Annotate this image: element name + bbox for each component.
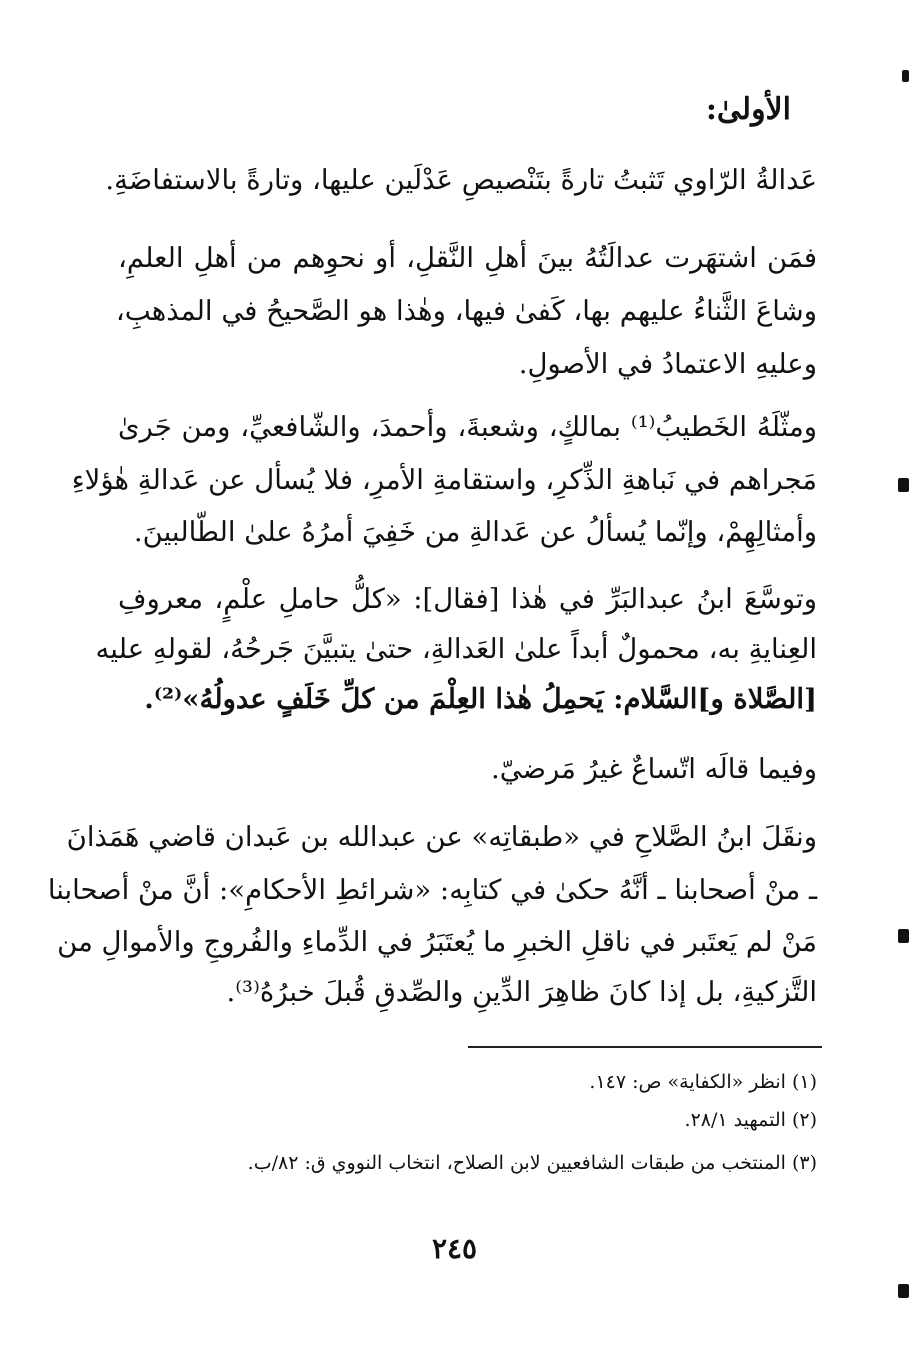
page-number: ٢٤٥ [431, 1232, 478, 1265]
text-line: وفيما قالَه اتّساعٌ غيرُ مَرضيّ. [491, 753, 817, 785]
footnote: (٣) المنتخب من طبقات الشافعيين لابن الصلاح، انتخاب النووي ق: ٨٢/ب. [247, 1152, 817, 1174]
scan-edge-mark [898, 929, 909, 943]
text-line: ـ منْ أصحابنا ـ أنَّهُ حكىٰ في كتابِه: «شرائطِ الأحكامِ»: أنَّ منْ أصحابنا [47, 874, 817, 906]
text-line: ونقَلَ ابنُ الصَّلاحِ في «طبقاتِه» عن عبدالله بن عَبدان قاضي هَمَذانَ [66, 821, 817, 853]
text-line: مَجراهم في نَباهةِ الذِّكرِ، واستقامةِ الأمرِ، فلا يُسأل عن عَدالةِ هٰؤلاءِ [71, 464, 817, 496]
text-line: وشاعَ الثَّناءُ عليهم بها، كَفىٰ فيها، وهٰذا هو الصَّحيحُ في المذهبِ، [115, 295, 817, 327]
text-line: وتوسَّعَ ابنُ عبدالبَرِّ في هٰذا [فقال]: «كلُّ حاملِ علْمٍ، معروفِ [118, 583, 817, 615]
text-line: فمَن اشتهَرت عدالَتُهُ بينَ أهلِ النَّقلِ، أو نحوِهم من أهلِ العلمِ، [118, 242, 817, 274]
text-line: وعليهِ الاعتمادُ في الأصولِ. [518, 348, 817, 380]
footnote: (٢) التمهيد ٢٨/١. [684, 1109, 817, 1131]
section-heading: الأولىٰ: [705, 92, 791, 127]
text-line: العِنايةِ به، محمولٌ أبداً علىٰ العَدالةِ، حتىٰ يتبيَّنَ جَرحُهُ، لقولهِ عليه [95, 633, 817, 665]
scan-edge-mark [898, 1284, 909, 1298]
text-line: وأمثالِهِمْ، وإنّما يُسألُ عن عَدالةِ من خَفِيَ أمرُهُ علىٰ الطّالبينَ. [133, 516, 817, 548]
text-line: عَدالةُ الرّاوي تَثبتُ تارةً بتَنْصيصِ عَدْلَين عليها، وتارةً بالاستفاضَةِ. [105, 164, 817, 196]
text-line: مَنْ لم يَعتَبر في ناقلِ الخبرِ ما يُعتَبَرُ في الدِّماءِ والفُروجِ والأموالِ من [57, 926, 817, 958]
scan-edge-mark [902, 70, 909, 82]
text-line-hadith: [الصَّلاة و]السَّلام: يَحمِلُ هٰذا العِلْمَ من كلِّ خَلَفٍ عدولُهُ»⁽²⁾. [144, 683, 817, 715]
text-line: ومثّلَهُ الخَطيبُ⁽¹⁾ بمالكٍ، وشعبةَ، وأحمدَ، والشّافعيِّ، ومن جَرىٰ [118, 411, 817, 443]
footnote-separator [468, 1046, 822, 1048]
scan-edge-mark [898, 478, 909, 492]
text-line: التَّزكيةِ، بل إذا كانَ ظاهِرَ الدِّينِ والصِّدقِ قُبلَ خبرُهُ⁽³⁾. [226, 976, 817, 1008]
footnote: (١) انظر «الكفاية» ص: ١٤٧. [589, 1071, 817, 1093]
